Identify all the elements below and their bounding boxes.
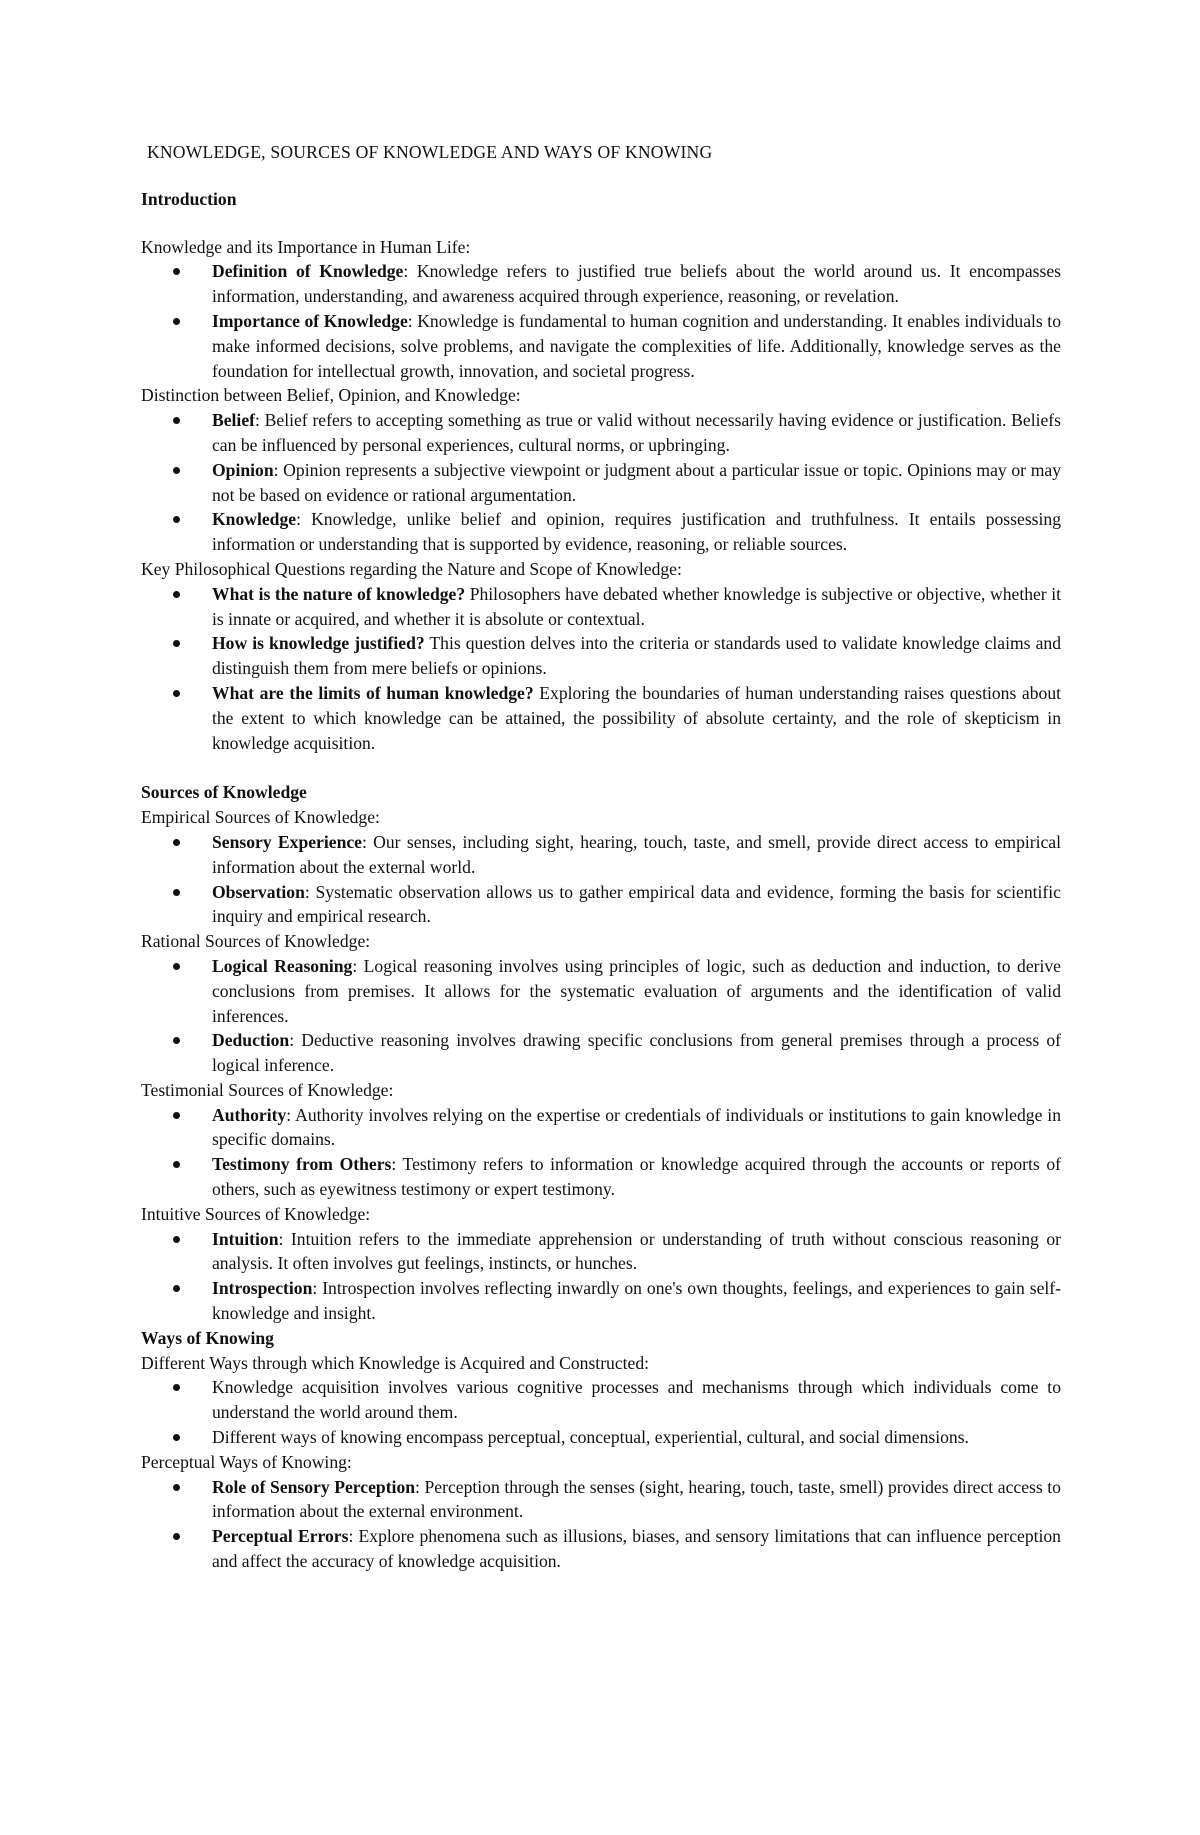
- item-separator: :: [296, 509, 301, 530]
- bullet-icon: [173, 268, 180, 275]
- item-text: Different ways of knowing encompass perceptual, conceptual, experiential, cultural, and social dimensions.: [212, 1427, 969, 1448]
- item-text: Opinion represents a subjective viewpoint or judgment about a particular issue or topic. Opinions may or may not be based on evidence or rational argumentation.: [212, 459, 1061, 505]
- bullet-icon: [173, 1112, 180, 1119]
- item-separator: :: [361, 831, 367, 852]
- list-item: [141, 954, 1061, 1028]
- item-separator: :: [415, 1476, 420, 1497]
- list-item: [141, 880, 1061, 930]
- item-term: Importance of Knowledge: [212, 310, 408, 331]
- bullet-list: [141, 1375, 1061, 1449]
- item-separator: :: [278, 1228, 284, 1249]
- bullet-icon: [173, 417, 180, 424]
- subheading-rational-sources: Rational Sources of Knowledge:: [141, 931, 371, 952]
- item-term: Perceptual Errors: [212, 1526, 349, 1547]
- item-separator: :: [289, 1030, 295, 1051]
- list-item: [141, 1227, 1061, 1277]
- item-separator: :: [304, 881, 310, 902]
- item-separator: :: [348, 1526, 354, 1547]
- item-separator: :: [312, 1278, 318, 1299]
- item-text: Deductive reasoning involves drawing specific conclusions from general premises through a process of logical inference.: [212, 1030, 1061, 1076]
- item-term: Deduction: [212, 1030, 290, 1051]
- item-term: Authority: [212, 1104, 287, 1125]
- bullet-list: [141, 1103, 1061, 1202]
- bullet-list: [141, 259, 1061, 383]
- bullet-list: [141, 408, 1061, 557]
- bullet-icon: [173, 1384, 180, 1391]
- list-item: [141, 458, 1061, 508]
- item-text: Exploring the boundaries of human understanding raises questions about the extent to which knowledge can be attained, the possibility of absolute certainty, and the role of skepticism in knowledge acquisition.: [212, 682, 1062, 753]
- bullet-icon: [173, 318, 180, 325]
- item-term: Introspection: [212, 1278, 313, 1299]
- bullet-list: [141, 830, 1061, 929]
- item-separator: :: [286, 1104, 292, 1125]
- document-page: [141, 140, 1061, 1574]
- bullet-icon: [173, 889, 180, 896]
- list-item: [141, 1475, 1061, 1525]
- item-term: What are the limits of human knowledge?: [212, 682, 534, 703]
- item-text: Knowledge refers to justified true beliefs about the world around us. It encompasses information, understanding, and awareness acquired through experience, reasoning, or revelation.: [212, 261, 1062, 307]
- item-term: Definition of Knowledge: [212, 261, 404, 282]
- subheading-testimonial-sources: Testimonial Sources of Knowledge:: [141, 1079, 394, 1100]
- bullet-icon: [173, 690, 180, 697]
- list-item: [141, 582, 1061, 632]
- bullet-icon: [173, 963, 180, 970]
- item-term: Role of Sensory Perception: [212, 1476, 416, 1497]
- item-text: Philosophers have debated whether knowledge is subjective or objective, whether it is innate or acquired, and whether it is absolute or contextual.: [212, 583, 1062, 629]
- subheading-intuitive-sources: Intuitive Sources of Knowledge:: [141, 1203, 371, 1224]
- item-term: Belief: [212, 410, 255, 431]
- item-text: Systematic observation allows us to gather empirical data and evidence, forming the basis for scientific inquiry and empirical research.: [212, 881, 1061, 927]
- list-item: [141, 631, 1061, 681]
- bullet-list: [141, 582, 1061, 756]
- item-text: Knowledge acquisition involves various cognitive processes and mechanisms through which individuals come to understand the world around them.: [212, 1377, 1061, 1423]
- list-item: [141, 681, 1061, 755]
- item-separator: :: [403, 261, 409, 282]
- bullet-icon: [173, 591, 180, 598]
- bullet-list: [141, 1475, 1061, 1574]
- item-term: What is the nature of knowledge?: [212, 583, 466, 604]
- list-item: [141, 1276, 1061, 1326]
- document-title: KNOWLEDGE, SOURCES OF KNOWLEDGE AND WAYS OF KNOWING: [147, 142, 713, 162]
- bullet-list: [141, 1227, 1061, 1326]
- list-item: [141, 309, 1061, 383]
- list-item: [141, 1524, 1061, 1574]
- bullet-icon: [173, 1285, 180, 1292]
- item-separator: :: [255, 410, 260, 431]
- bullet-icon: [173, 516, 180, 523]
- list-item: [141, 408, 1061, 458]
- bullet-icon: [173, 467, 180, 474]
- item-term: Sensory Experience: [212, 831, 362, 852]
- subheading-perceptual-ways: Perceptual Ways of Knowing:: [141, 1451, 352, 1472]
- list-item: [141, 1103, 1061, 1153]
- item-term: Logical Reasoning: [212, 955, 353, 976]
- item-text: Knowledge, unlike belief and opinion, requires justification and truthfulness. It entails possessing information or understanding that is supported by evidence, reasoning, or reliable sources.: [212, 509, 1061, 555]
- section-heading-introduction: Introduction: [141, 188, 237, 209]
- subheading-different-ways: Different Ways through which Knowledge is Acquired and Constructed:: [141, 1352, 650, 1373]
- bullet-icon: [173, 1236, 180, 1243]
- item-text: This question delves into the criteria or standards used to validate knowledge claims and distinguish them from mere beliefs or opinions.: [212, 633, 1061, 679]
- item-separator: :: [273, 459, 279, 480]
- item-text: Logical reasoning involves using principles of logic, such as deduction and induction, to derive conclusions from premises. It allows for the systematic evaluation of arguments and the identification of valid inferences.: [212, 955, 1061, 1026]
- item-term: Observation: [212, 881, 305, 902]
- subheading-knowledge-importance: Knowledge and its Importance in Human Life:: [141, 236, 471, 257]
- item-term: Opinion: [212, 459, 274, 480]
- item-term: How is knowledge justified?: [212, 633, 425, 654]
- bullet-list: [141, 954, 1061, 1078]
- subheading-philosophical-questions: Key Philosophical Questions regarding the Nature and Scope of Knowledge:: [141, 558, 682, 579]
- item-separator: :: [391, 1154, 397, 1175]
- bullet-icon: [173, 1161, 180, 1168]
- item-text: Introspection involves reflecting inwardly on one's own thoughts, feelings, and experiences to gain self-knowledge and insight.: [212, 1278, 1061, 1324]
- section-heading-ways: Ways of Knowing: [141, 1327, 274, 1348]
- subheading-belief-opinion-knowledge: Distinction between Belief, Opinion, and Knowledge:: [141, 385, 521, 406]
- item-text: Belief refers to accepting something as true or valid without necessarily having evidence or justification. Beliefs can be influenced by personal experiences, cultural norms, or upbringing.: [212, 410, 1061, 455]
- item-separator: :: [407, 310, 413, 331]
- item-text: Authority involves relying on the expertise or credentials of individuals or institutions to gain knowledge in specific domains.: [212, 1104, 1061, 1150]
- item-separator: :: [352, 955, 358, 976]
- item-text: Knowledge is fundamental to human cognition and understanding. It enables individuals to make informed decisions, solve problems, and navigate the complexities of life. Additionally, knowledge serves as the foundation for intellectual growth, innovation, and societal progress.: [212, 310, 1061, 381]
- bullet-icon: [173, 1533, 180, 1540]
- list-item: [141, 1375, 1061, 1425]
- item-text: Perception through the senses (sight, hearing, touch, taste, smell) provides direct access to information about the external environment.: [212, 1476, 1061, 1522]
- bullet-icon: [173, 1484, 180, 1491]
- item-text: Intuition refers to the immediate apprehension or understanding of truth without conscious reasoning or analysis. It often involves gut feelings, instincts, or hunches.: [212, 1228, 1061, 1274]
- item-text: Testimony refers to information or knowledge acquired through the accounts or reports of others, such as eyewitness testimony or expert testimony.: [212, 1154, 1061, 1200]
- list-item: [141, 1028, 1061, 1078]
- list-item: [141, 830, 1061, 880]
- bullet-icon: [173, 839, 180, 846]
- item-term: Testimony from Others: [212, 1154, 392, 1175]
- list-item: [141, 1425, 1061, 1450]
- bullet-icon: [173, 1434, 180, 1441]
- section-heading-sources: Sources of Knowledge: [141, 782, 307, 803]
- item-term: Knowledge: [212, 509, 297, 530]
- list-item: [141, 1152, 1061, 1202]
- item-term: Intuition: [212, 1228, 279, 1249]
- item-text: Our senses, including sight, hearing, touch, taste, and smell, provide direct access to empirical information about the external world.: [212, 831, 1062, 877]
- bullet-icon: [173, 1037, 180, 1044]
- subheading-empirical-sources: Empirical Sources of Knowledge:: [141, 807, 380, 828]
- item-text: Explore phenomena such as illusions, biases, and sensory limitations that can influence perception and affect the accuracy of knowledge acquisition.: [212, 1526, 1061, 1572]
- bullet-icon: [173, 640, 180, 647]
- list-item: [141, 259, 1061, 309]
- list-item: [141, 507, 1061, 557]
